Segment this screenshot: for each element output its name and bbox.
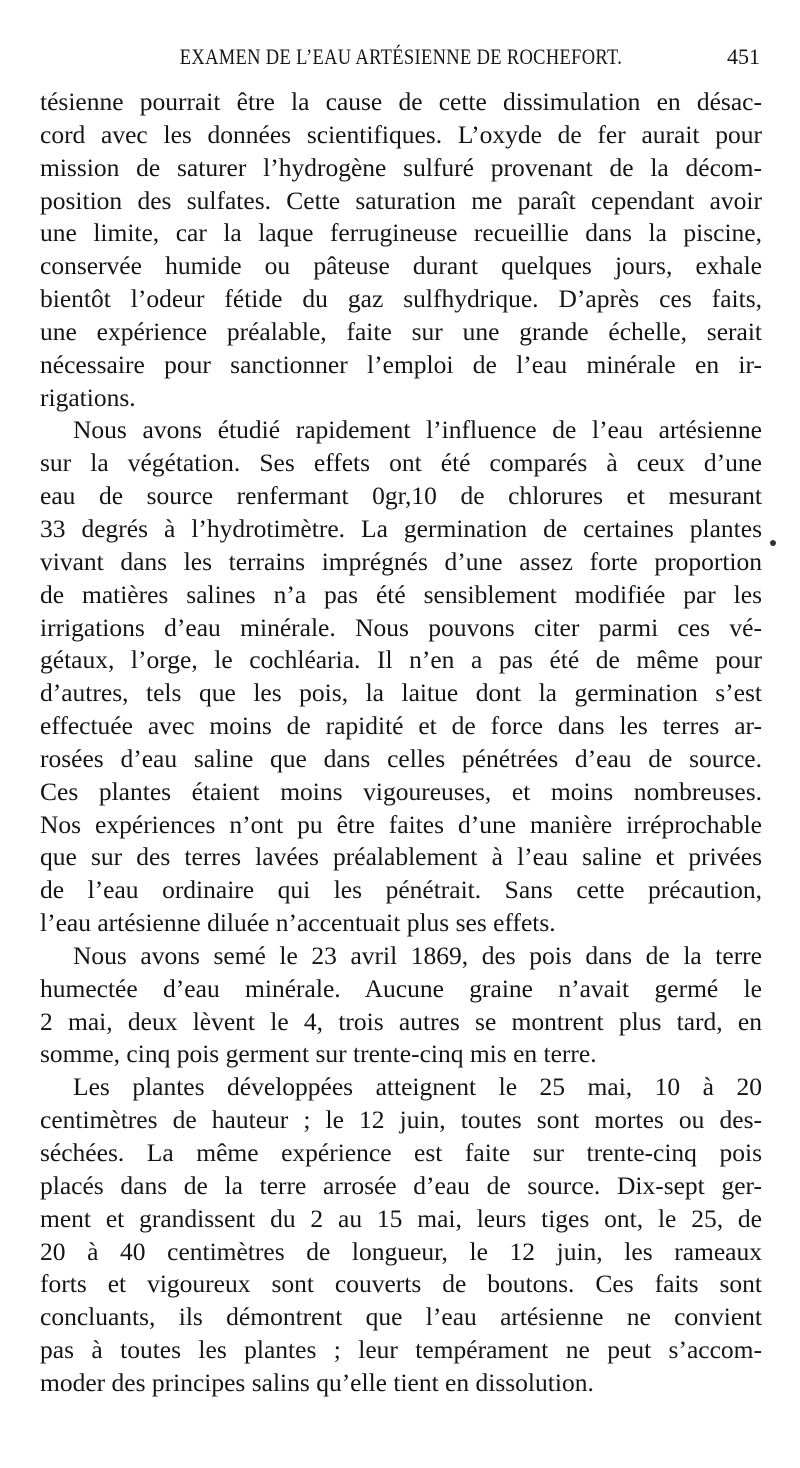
text-line: forts et vigoureux sont couverts de boutons. Ces faits sont bbox=[40, 1269, 762, 1299]
text-line: de l’eau ordinaire qui les pénétrait. Sans cette précaution, bbox=[40, 875, 762, 905]
text-line: moder des principes salins qu’elle tient en dissolution. bbox=[40, 1367, 594, 1397]
text-line: mission de saturer l’hydrogène sulfuré provenant de la décom- bbox=[40, 152, 762, 182]
text-line: rigations. bbox=[40, 382, 136, 412]
text-line: cord avec les données scientifiques. L’oxyde de fer aurait pour bbox=[40, 119, 762, 149]
text-line: somme, cinq pois germent sur trente-cinq mis en terre. bbox=[40, 1039, 597, 1069]
text-line: irrigations d’eau minérale. Nous pouvons citer parmi ces vé- bbox=[40, 612, 762, 642]
text-line: de matières salines n’a pas été sensiblement modifiée par les bbox=[40, 579, 762, 609]
paragraph-first-line: Nous avons semé le 23 avril 1869, des pois dans de la terre bbox=[73, 940, 762, 970]
text-line: pas à toutes les plantes ; leur tempérament ne peut s’accom- bbox=[40, 1335, 762, 1365]
text-line: eau de source renfermant 0gr,10 de chlorures et mesurant bbox=[40, 481, 762, 511]
text-line: position des sulfates. Cette saturation me paraît cependant avoir bbox=[40, 185, 762, 215]
text-line: Ces plantes étaient moins vigoureuses, et moins nombreuses. bbox=[40, 776, 762, 806]
text-line: 20 à 40 centimètres de longueur, le 12 juin, les rameaux bbox=[40, 1236, 762, 1266]
text-line: séchées. La même expérience est faite sur trente-cinq pois bbox=[40, 1138, 762, 1167]
text-line: Nos expériences n’ont pu être faites d’une manière irréprochable bbox=[40, 809, 762, 839]
text-line: centimètres de hauteur ; le 12 juin, toutes sont mortes ou des- bbox=[40, 1105, 762, 1135]
margin-ink-dot bbox=[770, 540, 776, 546]
text-line: gétaux, l’orge, le cochléaria. Il n’en a pas été de même pour bbox=[40, 645, 762, 675]
text-line: une limite, car la laque ferrugineuse recueillie dans la piscine, bbox=[40, 218, 762, 248]
text-line: que sur des terres lavées préalablement à l’eau saline et privées bbox=[40, 842, 762, 872]
text-line: humectée d’eau minérale. Aucune graine n’avait germé le bbox=[40, 973, 762, 1003]
text-line: 33 degrés à l’hydrotimètre. La germination de certaines plantes bbox=[40, 513, 762, 543]
text-line: vivant dans les terrains imprégnés d’une assez forte proportion bbox=[40, 546, 762, 576]
body-text bbox=[40, 86, 762, 1400]
page-number: 451 bbox=[727, 44, 760, 69]
paragraph-first-line: Les plantes développées atteignent le 25 mai, 10 à 20 bbox=[73, 1072, 762, 1102]
text-line: bientôt l’odeur fétide du gaz sulfhydrique. D’après ces faits, bbox=[40, 284, 762, 314]
page-header bbox=[40, 44, 762, 78]
text-line: concluants, ils démontrent que l’eau artésienne ne convient bbox=[40, 1302, 762, 1332]
text-line: d’autres, tels que les pois, la laitue dont la germination s’est bbox=[40, 678, 762, 708]
text-line: placés dans de la terre arrosée d’eau de source. Dix-sept ger- bbox=[40, 1170, 762, 1200]
text-line: conservée humide ou pâteuse durant quelques jours, exhale bbox=[40, 251, 762, 281]
text-line: tésienne pourrait être la cause de cette dissimulation en désac- bbox=[40, 87, 762, 116]
text-line: rosées d’eau saline que dans celles pénétrées d’eau de source. bbox=[40, 743, 762, 773]
text-line: une expérience préalable, faite sur une grande échelle, serait bbox=[40, 316, 762, 346]
text-line: sur la végétation. Ses effets ont été comparés à ceux d’une bbox=[40, 448, 762, 478]
text-line: l’eau artésienne diluée n’accentuait plus ses effets. bbox=[40, 908, 556, 938]
text-line: ment et grandissent du 2 au 15 mai, leurs tiges ont, le 25, de bbox=[40, 1203, 762, 1233]
text-line: nécessaire pour sanctionner l’emploi de l’eau minérale en ir- bbox=[40, 349, 762, 379]
paragraph-first-line: Nous avons étudié rapidement l’influence de l’eau artésienne bbox=[73, 415, 762, 445]
text-line: 2 mai, deux lèvent le 4, trois autres se montrent plus tard, en bbox=[40, 1006, 762, 1036]
text-line: effectuée avec moins de rapidité et de force dans les terres ar- bbox=[40, 711, 762, 741]
running-title: EXAMEN DE L’EAU ARTÉSIENNE DE ROCHEFORT. bbox=[179, 44, 623, 69]
